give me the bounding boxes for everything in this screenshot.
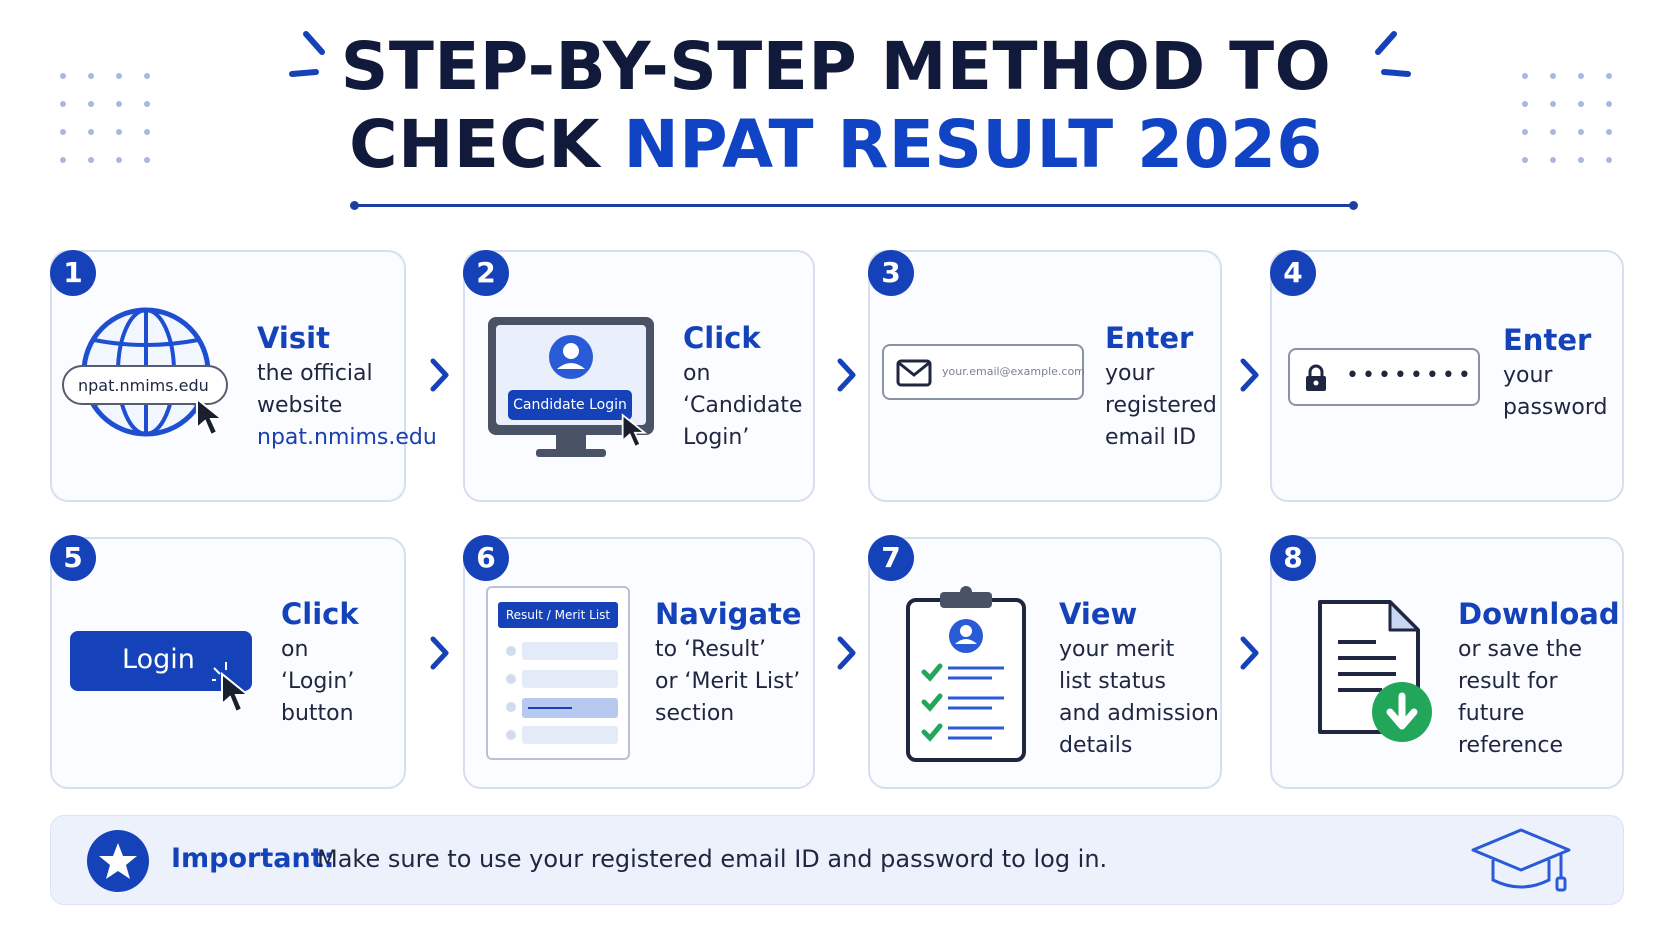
important-note — [50, 815, 1624, 905]
step-text-7 — [1059, 594, 1219, 762]
step-text-4 — [1503, 320, 1607, 424]
step-text-1 — [257, 318, 437, 454]
result-merit-list-tab[interactable] — [498, 602, 618, 628]
password-mask: •••••••• — [1346, 363, 1474, 388]
menu-bullet — [506, 730, 516, 740]
step-line: registered — [1105, 393, 1217, 418]
menu-bullet — [506, 674, 516, 684]
step-line: future — [1458, 701, 1525, 726]
step-line: your — [1503, 363, 1553, 388]
step-line: on — [281, 637, 309, 662]
candidate-login-label: Candidate Login — [513, 397, 627, 413]
chevron-right-icon — [831, 355, 861, 395]
step-line: list status — [1059, 669, 1166, 694]
step-badge-7: 7 — [868, 535, 914, 581]
result-merit-list-label: Result / Merit List — [505, 608, 611, 622]
step-line: on — [683, 361, 711, 386]
step-heading-8: Download — [1458, 597, 1620, 631]
graduation-cap-icon — [1469, 824, 1573, 900]
step-badge-3: 3 — [868, 250, 914, 296]
title-line-1: STEP-BY-STEP METHOD TO — [340, 28, 1332, 105]
step-line: or save the — [1458, 637, 1583, 662]
lock-icon — [1304, 364, 1328, 392]
step-heading-5: Click — [281, 597, 359, 631]
step-line: the official — [257, 361, 373, 386]
title-line-2 — [0, 106, 1672, 184]
step-text-5 — [281, 594, 359, 730]
step-heading-2: Click — [683, 321, 761, 355]
email-icon — [896, 359, 932, 387]
page-title — [0, 28, 1672, 184]
step-badge-1: 1 — [50, 250, 96, 296]
step-line: reference — [1458, 733, 1564, 758]
official-website-link[interactable]: npat.nmims.edu — [257, 425, 437, 450]
email-field-placeholder: your.email@example.com — [942, 365, 1085, 378]
step-line: email ID — [1105, 425, 1197, 450]
chevron-right-icon — [1234, 633, 1264, 673]
candidate-login-button[interactable] — [508, 390, 632, 420]
step-line: details — [1059, 733, 1133, 758]
note-label: Important: — [171, 843, 335, 874]
title-accent: NPAT RESULT 2026 — [623, 106, 1323, 183]
title-underline — [354, 204, 1354, 207]
step-line: section — [655, 701, 735, 726]
step-text-8 — [1458, 594, 1620, 762]
chevron-right-icon — [424, 633, 454, 673]
cursor-icon — [194, 396, 228, 438]
chevron-right-icon — [424, 355, 454, 395]
step-text-2 — [683, 318, 802, 454]
chevron-right-icon — [1234, 355, 1264, 395]
password-field[interactable] — [1288, 348, 1480, 406]
chevron-right-icon — [831, 633, 861, 673]
title-plain: CHECK — [349, 106, 624, 183]
step-line: ‘Candidate — [683, 393, 803, 418]
step-line: button — [281, 701, 354, 726]
step-line: your merit — [1059, 637, 1175, 662]
menu-bullet — [506, 702, 516, 712]
step-line: website — [257, 393, 343, 418]
step-heading-1: Visit — [257, 321, 330, 355]
step-heading-6: Navigate — [655, 597, 802, 631]
clipboard-check-icon — [904, 584, 1028, 764]
step-line: your — [1105, 361, 1155, 386]
login-button-label: Login — [122, 644, 195, 675]
step-heading-7: View — [1059, 597, 1138, 631]
step-badge-5: 5 — [50, 535, 96, 581]
url-pill-text: npat.nmims.edu — [78, 376, 209, 395]
step-line: result for — [1458, 669, 1558, 694]
star-icon — [87, 830, 149, 892]
result-menu-panel — [486, 586, 630, 760]
step-text-3 — [1105, 318, 1217, 454]
email-field[interactable] — [882, 344, 1084, 400]
step-text-6 — [655, 594, 802, 730]
step-line: and admission — [1059, 701, 1219, 726]
menu-row-selected-line — [528, 707, 572, 709]
step-line: or ‘Merit List’ — [655, 669, 801, 694]
step-badge-4: 4 — [1270, 250, 1316, 296]
step-heading-3: Enter — [1105, 321, 1194, 355]
document-download-icon — [1316, 598, 1436, 746]
menu-row[interactable] — [522, 670, 618, 688]
step-line: password — [1503, 395, 1608, 420]
step-heading-4: Enter — [1503, 323, 1592, 357]
step-line: to ‘Result’ — [655, 637, 767, 662]
step-line: Login’ — [683, 425, 750, 450]
step-badge-6: 6 — [463, 535, 509, 581]
menu-row[interactable] — [522, 726, 618, 744]
step-badge-8: 8 — [1270, 535, 1316, 581]
cursor-icon — [212, 660, 256, 716]
step-badge-2: 2 — [463, 250, 509, 296]
note-text: Make sure to use your registered email ID and password to log in. — [317, 845, 1108, 873]
cursor-icon — [620, 412, 650, 450]
menu-row[interactable] — [522, 642, 618, 660]
menu-bullet — [506, 646, 516, 656]
step-line: ‘Login’ — [281, 669, 355, 694]
